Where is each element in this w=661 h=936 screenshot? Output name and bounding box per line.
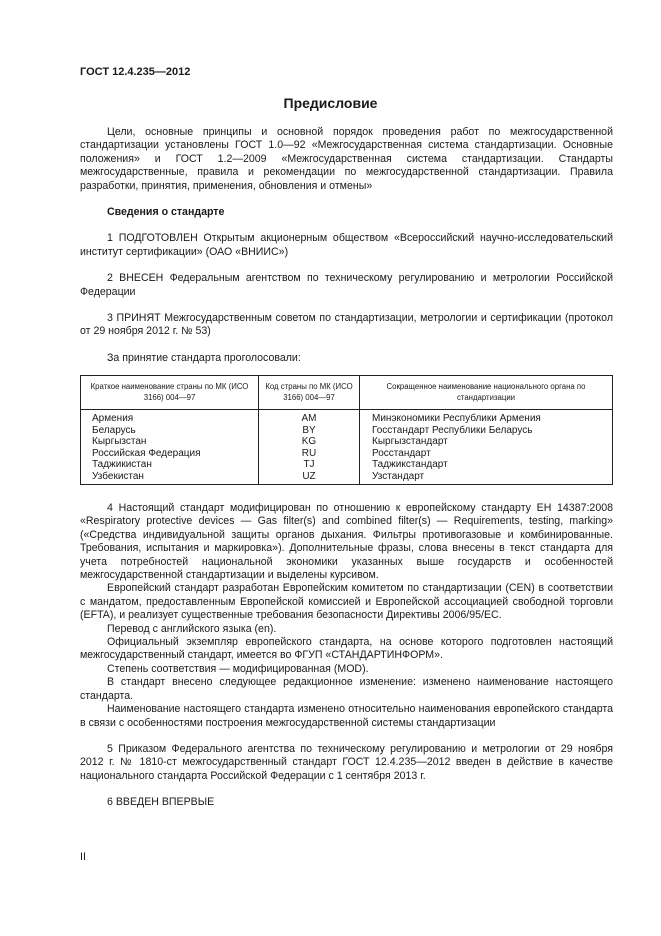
- item-2-paragraph: 2 ВНЕСЕН Федеральным агентством по техническому регулированию и метрологии Российской Федерации: [80, 272, 613, 298]
- organ-cell: Узстандарт: [360, 471, 613, 485]
- code-cell: RU: [259, 448, 360, 460]
- organ-cell: Кыргызстандарт: [360, 436, 613, 448]
- country-cell: Российская Федерация: [81, 448, 259, 460]
- header-country: Краткое наименование страны по МК (ИСО 3166) 004—97: [81, 376, 259, 410]
- item-4-paragraph: Официальный экземпляр европейского стандарта, на основе которого подготовлен настоящий межгосударственный стандарт, имеется во ФГУП «СТАНДАРТИНФОРМ».: [80, 636, 613, 662]
- organ-cell: Росстандарт: [360, 448, 613, 460]
- country-cell: Беларусь: [81, 425, 259, 437]
- item-6-paragraph: 6 ВВЕДЕН ВПЕРВЫЕ: [107, 796, 215, 809]
- item-4-paragraph: Перевод с английского языка (en).: [107, 622, 277, 635]
- item-1-paragraph: 1 ПОДГОТОВЛЕН Открытым акционерным обществом «Всероссийский научно-исследовательский институт сертификации» (ОАО «ВНИИС»): [80, 232, 613, 258]
- page-title: Предисловие: [283, 95, 378, 111]
- country-cell: Узбекистан: [81, 471, 259, 485]
- item-4-paragraph: В стандарт внесено следующее редакционное изменение: изменено наименование настоящего стандарта.: [80, 676, 613, 702]
- table-row: [81, 436, 613, 448]
- table-row: [81, 471, 613, 485]
- organ-cell: Таджикстандарт: [360, 459, 613, 471]
- header-code: Код страны по МК (ИСО 3166) 004—97: [259, 376, 360, 410]
- code-cell: AM: [259, 410, 360, 425]
- organ-cell: Госстандарт Республики Беларусь: [360, 425, 613, 437]
- country-cell: Армения: [81, 410, 259, 425]
- code-cell: KG: [259, 436, 360, 448]
- intro-paragraph: Цели, основные принципы и основной порядок проведения работ по межгосударственной стандартизации установлены ГОСТ 1.0—92 «Межгосударственная система стандартизации. Основные положения» и ГОСТ 1.2—2009 «Межгосударственная система стандартизации. Стандарты межгосударственные, правила и рекомендации по межгосударственной стандартизации. Правила разработки, принятия, применения, обновления и отмены»: [80, 126, 613, 192]
- code-cell: UZ: [259, 471, 360, 485]
- vote-intro: За принятие стандарта проголосовали:: [107, 351, 301, 364]
- table-row: [81, 448, 613, 460]
- item-4-paragraph: Степень соответствия — модифицированная (MOD).: [107, 662, 369, 675]
- code-cell: BY: [259, 425, 360, 437]
- item-4-paragraph: Европейский стандарт разработан Европейским комитетом по стандартизации (CEN) в соответствии с мандатом, предоставленным Европейской комиссией и Европейской ассоциацией свободной торговли (EFTA), и реализует существенные требования безопасности Директивы 2006/95/ЕС.: [80, 582, 613, 622]
- page-number: II: [80, 851, 87, 863]
- header-organ: Сокращенное наименование национального органа по стандартизации: [360, 376, 613, 410]
- info-heading: Сведения о стандарте: [107, 206, 225, 219]
- table-row: [81, 459, 613, 471]
- document-code: ГОСТ 12.4.235—2012: [80, 66, 191, 78]
- item-3-paragraph: 3 ПРИНЯТ Межгосударственным советом по стандартизации, метрологии и сертификации (протокол от 29 ноября 2012 г. № 53): [80, 312, 613, 338]
- table-header-row: [81, 376, 613, 410]
- voting-countries-table: [80, 375, 613, 485]
- table-row: [81, 425, 613, 437]
- organ-cell: Минэкономики Республики Армения: [360, 410, 613, 425]
- item-4-paragraph: Наименование настоящего стандарта изменено относительно наименования европейского стандарта в связи с особенностями построения межгосударственной системы стандартизации: [80, 703, 613, 729]
- preface-lower: [80, 502, 613, 810]
- item-5-paragraph: 5 Приказом Федерального агентства по техническому регулированию и метрологии от 29 ноября 2012 г. № 1810-ст межгосударственный стандарт ГОСТ 12.4.235—2012 введен в действие в качестве национального стандарта Российской Федерации с 1 сентября 2013 г.: [80, 742, 613, 782]
- code-cell: TJ: [259, 459, 360, 471]
- preface-upper: [80, 126, 613, 365]
- item-4-paragraph: 4 Настоящий стандарт модифицирован по отношению к европейскому стандарту ЕН 14387:2008 «Respiratory protective devices — Gas filter(s) and combined filter(s) — Requirements, testing, marking» («Средства индивидуальной защиты органов дыхания. Фильтры противогазовые и комбинированные. Требования, испытания и маркировка»). Дополнительные фразы, слова внесены в текст стандарта для учета потребностей национальной экономики указанных выше государств и особенностей межгосударственной стандартизации и выделены курсивом.: [80, 502, 613, 582]
- country-cell: Кыргызстан: [81, 436, 259, 448]
- table-row: [81, 410, 613, 425]
- country-cell: Таджикистан: [81, 459, 259, 471]
